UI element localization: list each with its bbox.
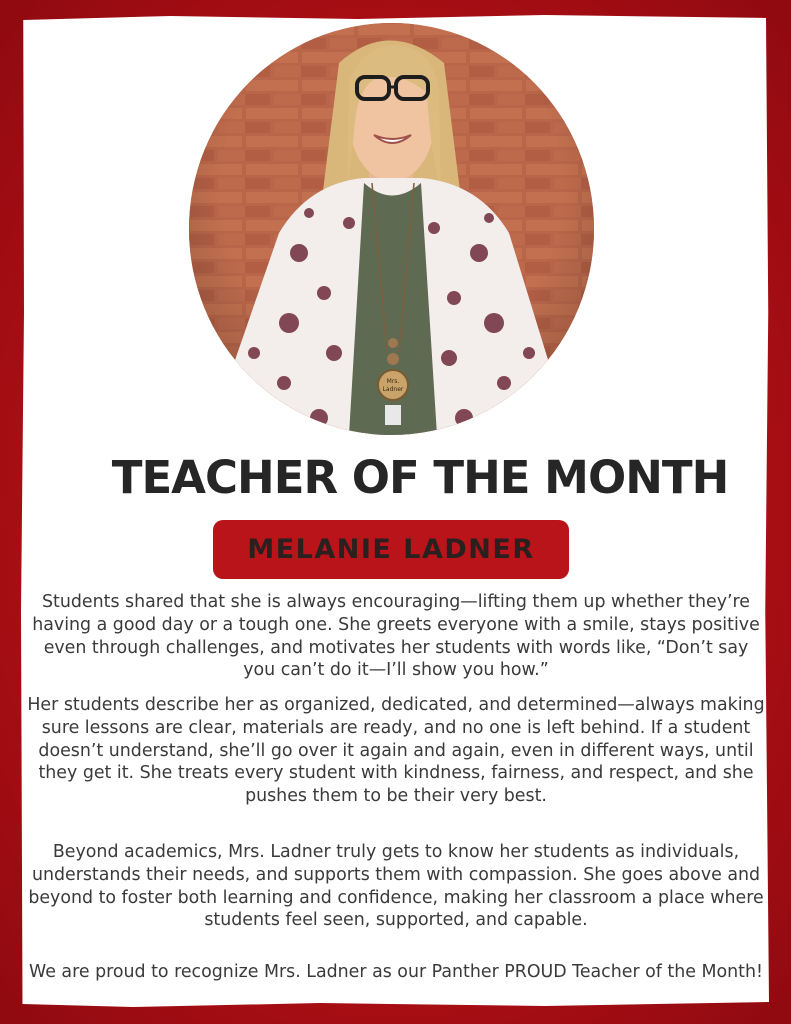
paragraph-beyond-academics: Beyond academics, Mrs. Ladner truly gets to know her students as individuals, understands their needs, and supports them with compassion. She goes above and beyond to foster both learning and confidence, making her classroom a place where students feel seen, supported, and capable. [28, 842, 764, 931]
teacher-portrait-photo [189, 23, 594, 435]
svg-text:Mrs.: Mrs. [386, 378, 400, 385]
paragraph-organized: Her students describe her as organized, dedicated, and determined—always making sure lessons are clear, materials are ready, and no one is left behind. If a student doesn’t understand, she’ll go over it again and again, even in different ways, until they get it. She treats every student with kindness, fairness, and respect, and she pushes them to be their very best. [27, 695, 765, 807]
teacher-name-badge [213, 520, 569, 579]
svg-text:Ladner: Ladner [382, 386, 404, 393]
page-title: TEACHER OF THE MONTH [111, 451, 729, 504]
paragraph-encouraging: Students shared that she is always encouraging—lifting them up whether they’re having a good day or a tough one. She greets everyone with a smile, stays positive even through challenges, and motivates her students with words like, “Don’t say you can’t do it—I’ll show you how.” [32, 592, 760, 681]
paragraph-recognition: We are proud to recognize Mrs. Ladner as our Panther PROUD Teacher of the Month! [29, 962, 763, 982]
teacher-name: MELANIE LADNER [247, 534, 535, 565]
